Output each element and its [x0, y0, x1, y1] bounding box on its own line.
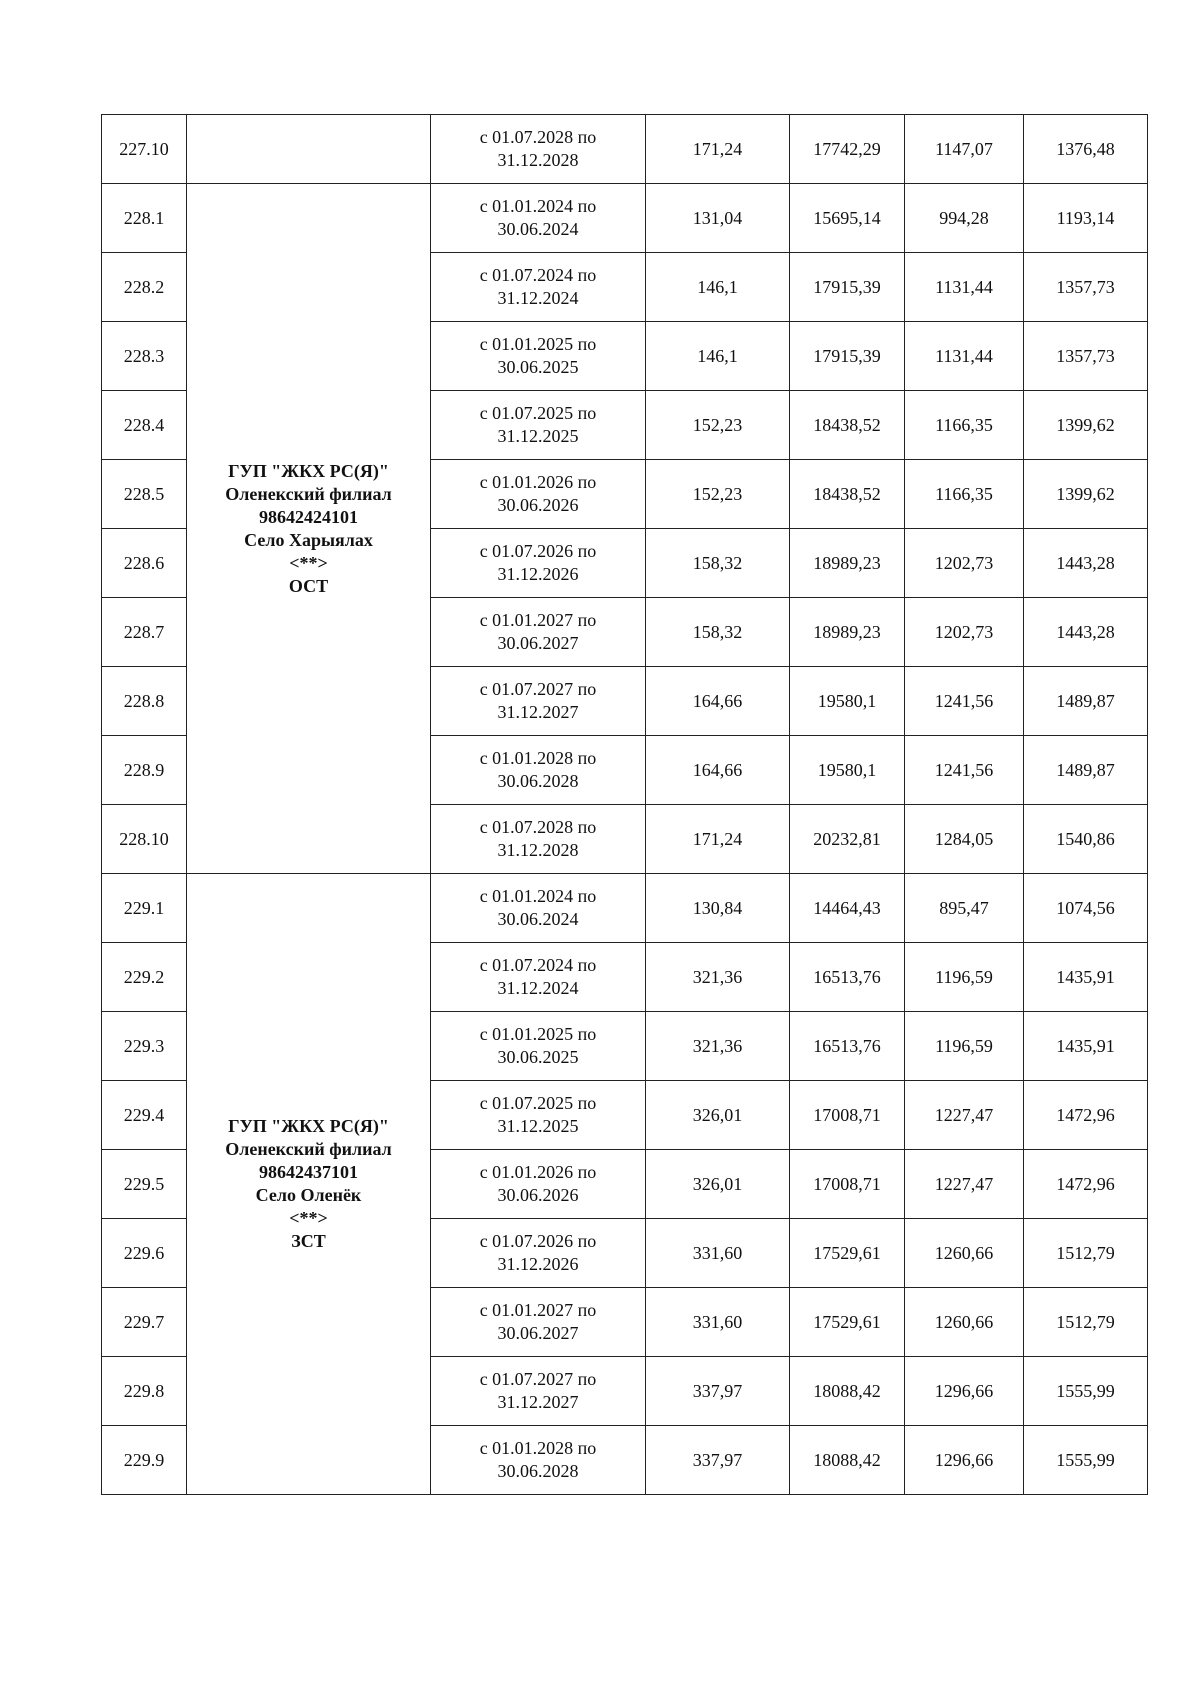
organization-line: Село Харыялах [244, 529, 373, 550]
row-number-cell: 228.9 [102, 736, 187, 805]
period-line: с 01.07.2027 по [479, 1369, 597, 1389]
row-number-cell: 229.9 [102, 1426, 187, 1495]
organization-line: ГУП "ЖКХ РС(Я)" [228, 460, 389, 481]
value-cell-2: 20232,81 [790, 805, 905, 874]
value-cell-4: 1357,73 [1024, 253, 1148, 322]
value-cell-3: 1166,35 [905, 460, 1024, 529]
row-number-cell: 229.6 [102, 1219, 187, 1288]
period-line: 31.12.2027 [497, 702, 579, 722]
period-line: с 01.07.2024 по [479, 265, 597, 285]
period-line: с 01.07.2028 по [479, 817, 597, 837]
period-cell [431, 1288, 646, 1357]
period-cell [431, 1357, 646, 1426]
period-line: 30.06.2025 [497, 1047, 579, 1067]
period-cell [431, 1219, 646, 1288]
value-cell-3: 1202,73 [905, 529, 1024, 598]
value-cell-4: 1472,96 [1024, 1081, 1148, 1150]
value-cell-3: 1241,56 [905, 736, 1024, 805]
row-number-cell: 229.4 [102, 1081, 187, 1150]
period-line: 30.06.2028 [497, 1461, 579, 1481]
value-cell-2: 18989,23 [790, 598, 905, 667]
value-cell-3: 1260,66 [905, 1288, 1024, 1357]
organization-line: 98642424101 [259, 506, 358, 527]
value-cell-4: 1357,73 [1024, 322, 1148, 391]
value-cell-2: 17008,71 [790, 1081, 905, 1150]
row-number-cell: 229.8 [102, 1357, 187, 1426]
organization-line: Село Оленёк [255, 1185, 362, 1205]
value-cell-1: 158,32 [646, 529, 790, 598]
period-line: с 01.07.2024 по [479, 955, 597, 975]
value-cell-1: 164,66 [646, 736, 790, 805]
tariff-table-body [102, 115, 1148, 1495]
value-cell-1: 164,66 [646, 667, 790, 736]
period-line: с 01.01.2028 по [479, 1438, 597, 1458]
row-number-cell: 227.10 [102, 115, 187, 184]
period-line: с 01.01.2028 по [479, 748, 597, 768]
period-line: 31.12.2025 [497, 1116, 579, 1136]
period-cell [431, 1081, 646, 1150]
period-line: 30.06.2025 [497, 357, 579, 377]
period-cell [431, 391, 646, 460]
value-cell-4: 1399,62 [1024, 391, 1148, 460]
period-line: с 01.07.2028 по [479, 127, 597, 147]
value-cell-1: 331,60 [646, 1288, 790, 1357]
row-number-cell: 229.7 [102, 1288, 187, 1357]
value-cell-2: 16513,76 [790, 943, 905, 1012]
value-cell-1: 152,23 [646, 460, 790, 529]
row-number-cell: 228.2 [102, 253, 187, 322]
value-cell-1: 331,60 [646, 1219, 790, 1288]
period-line: 31.12.2028 [497, 150, 579, 170]
value-cell-1: 321,36 [646, 1012, 790, 1081]
value-cell-3: 1227,47 [905, 1150, 1024, 1219]
value-cell-4: 1074,56 [1024, 874, 1148, 943]
period-line: с 01.07.2025 по [479, 403, 597, 423]
period-line: с 01.01.2025 по [479, 334, 597, 354]
row-number-cell: 228.8 [102, 667, 187, 736]
organization-line: 98642437101 [259, 1162, 358, 1182]
row-number-cell: 228.6 [102, 529, 187, 598]
value-cell-1: 171,24 [646, 805, 790, 874]
value-cell-4: 1443,28 [1024, 598, 1148, 667]
period-line: с 01.01.2027 по [479, 1300, 597, 1320]
period-cell [431, 115, 646, 184]
value-cell-4: 1555,99 [1024, 1357, 1148, 1426]
row-number-cell: 228.5 [102, 460, 187, 529]
row-number-cell: 228.10 [102, 805, 187, 874]
value-cell-4: 1193,14 [1024, 184, 1148, 253]
value-cell-4: 1435,91 [1024, 1012, 1148, 1081]
value-cell-4: 1489,87 [1024, 736, 1148, 805]
period-line: 30.06.2026 [497, 1185, 579, 1205]
value-cell-4: 1443,28 [1024, 529, 1148, 598]
value-cell-1: 326,01 [646, 1150, 790, 1219]
organization-line: ЗСТ [291, 1231, 326, 1251]
period-line: с 01.01.2027 по [479, 610, 597, 630]
value-cell-4: 1489,87 [1024, 667, 1148, 736]
value-cell-2: 17008,71 [790, 1150, 905, 1219]
period-cell [431, 1426, 646, 1495]
row-number-cell: 229.5 [102, 1150, 187, 1219]
value-cell-2: 17915,39 [790, 322, 905, 391]
value-cell-3: 1241,56 [905, 667, 1024, 736]
period-line: 31.12.2024 [497, 978, 579, 998]
value-cell-2: 18438,52 [790, 391, 905, 460]
value-cell-2: 17529,61 [790, 1219, 905, 1288]
row-number-cell: 229.3 [102, 1012, 187, 1081]
value-cell-4: 1435,91 [1024, 943, 1148, 1012]
organization-line: <**> [289, 1208, 328, 1228]
period-line: 30.06.2024 [497, 219, 579, 239]
value-cell-1: 152,23 [646, 391, 790, 460]
period-line: 31.12.2025 [497, 426, 579, 446]
value-cell-2: 19580,1 [790, 667, 905, 736]
value-cell-4: 1540,86 [1024, 805, 1148, 874]
value-cell-1: 130,84 [646, 874, 790, 943]
period-cell [431, 460, 646, 529]
period-cell [431, 943, 646, 1012]
value-cell-4: 1555,99 [1024, 1426, 1148, 1495]
row-number-cell: 228.7 [102, 598, 187, 667]
value-cell-2: 16513,76 [790, 1012, 905, 1081]
value-cell-4: 1512,79 [1024, 1219, 1148, 1288]
period-cell [431, 805, 646, 874]
period-line: с 01.07.2027 по [479, 679, 597, 699]
value-cell-1: 326,01 [646, 1081, 790, 1150]
row-number-cell: 228.3 [102, 322, 187, 391]
value-cell-3: 1166,35 [905, 391, 1024, 460]
period-line: с 01.01.2026 по [479, 472, 597, 492]
organization-cell [187, 115, 431, 184]
value-cell-3: 1147,07 [905, 115, 1024, 184]
table-row [102, 115, 1148, 184]
value-cell-3: 1131,44 [905, 322, 1024, 391]
period-line: с 01.01.2026 по [479, 1162, 597, 1182]
period-line: с 01.01.2024 по [479, 886, 597, 906]
value-cell-2: 14464,43 [790, 874, 905, 943]
period-line: с 01.01.2025 по [479, 1024, 597, 1044]
row-number-cell: 228.4 [102, 391, 187, 460]
value-cell-4: 1472,96 [1024, 1150, 1148, 1219]
period-line: 30.06.2028 [497, 771, 579, 791]
row-number-cell: 229.2 [102, 943, 187, 1012]
organization-line: <**> [289, 552, 328, 573]
table-row [102, 184, 1148, 253]
period-cell [431, 736, 646, 805]
value-cell-2: 18438,52 [790, 460, 905, 529]
period-line: 31.12.2026 [497, 1254, 579, 1274]
period-line: с 01.07.2026 по [479, 541, 597, 561]
period-cell [431, 667, 646, 736]
value-cell-2: 18088,42 [790, 1426, 905, 1495]
value-cell-1: 146,1 [646, 322, 790, 391]
value-cell-2: 18088,42 [790, 1357, 905, 1426]
value-cell-1: 337,97 [646, 1357, 790, 1426]
value-cell-3: 1227,47 [905, 1081, 1024, 1150]
value-cell-1: 321,36 [646, 943, 790, 1012]
value-cell-1: 146,1 [646, 253, 790, 322]
period-cell [431, 598, 646, 667]
value-cell-3: 895,47 [905, 874, 1024, 943]
period-line: 30.06.2024 [497, 909, 579, 929]
tariff-table [101, 114, 1148, 1495]
value-cell-3: 1296,66 [905, 1357, 1024, 1426]
value-cell-3: 1296,66 [905, 1426, 1024, 1495]
organization-line: Оленекский филиал [225, 483, 392, 504]
organization-line: ОСТ [288, 575, 329, 596]
period-cell [431, 874, 646, 943]
organization-cell [187, 874, 431, 1495]
period-line: 30.06.2027 [497, 633, 579, 653]
value-cell-3: 1131,44 [905, 253, 1024, 322]
period-cell [431, 529, 646, 598]
period-cell [431, 1150, 646, 1219]
value-cell-4: 1376,48 [1024, 115, 1148, 184]
value-cell-3: 1196,59 [905, 1012, 1024, 1081]
organization-cell [187, 184, 431, 874]
period-cell [431, 184, 646, 253]
value-cell-4: 1512,79 [1024, 1288, 1148, 1357]
period-line: с 01.07.2026 по [479, 1231, 597, 1251]
value-cell-4: 1399,62 [1024, 460, 1148, 529]
period-line: 31.12.2026 [497, 564, 579, 584]
organization-line: ГУП "ЖКХ РС(Я)" [228, 1116, 389, 1136]
period-line: 30.06.2027 [497, 1323, 579, 1343]
value-cell-1: 158,32 [646, 598, 790, 667]
value-cell-3: 1284,05 [905, 805, 1024, 874]
value-cell-2: 18989,23 [790, 529, 905, 598]
period-line: 30.06.2026 [497, 495, 579, 515]
period-line: 31.12.2024 [497, 288, 579, 308]
value-cell-2: 17915,39 [790, 253, 905, 322]
value-cell-3: 1196,59 [905, 943, 1024, 1012]
row-number-cell: 229.1 [102, 874, 187, 943]
period-cell [431, 322, 646, 391]
row-number-cell: 228.1 [102, 184, 187, 253]
period-line: с 01.01.2024 по [479, 196, 597, 216]
period-line: 31.12.2028 [497, 840, 579, 860]
organization-line: Оленекский филиал [225, 1139, 392, 1159]
value-cell-1: 337,97 [646, 1426, 790, 1495]
period-cell [431, 1012, 646, 1081]
table-row [102, 874, 1148, 943]
value-cell-2: 17742,29 [790, 115, 905, 184]
period-cell [431, 253, 646, 322]
value-cell-2: 15695,14 [790, 184, 905, 253]
value-cell-3: 1202,73 [905, 598, 1024, 667]
value-cell-3: 994,28 [905, 184, 1024, 253]
value-cell-3: 1260,66 [905, 1219, 1024, 1288]
period-line: с 01.07.2025 по [479, 1093, 597, 1113]
value-cell-1: 131,04 [646, 184, 790, 253]
value-cell-2: 19580,1 [790, 736, 905, 805]
period-line: 31.12.2027 [497, 1392, 579, 1412]
value-cell-2: 17529,61 [790, 1288, 905, 1357]
value-cell-1: 171,24 [646, 115, 790, 184]
